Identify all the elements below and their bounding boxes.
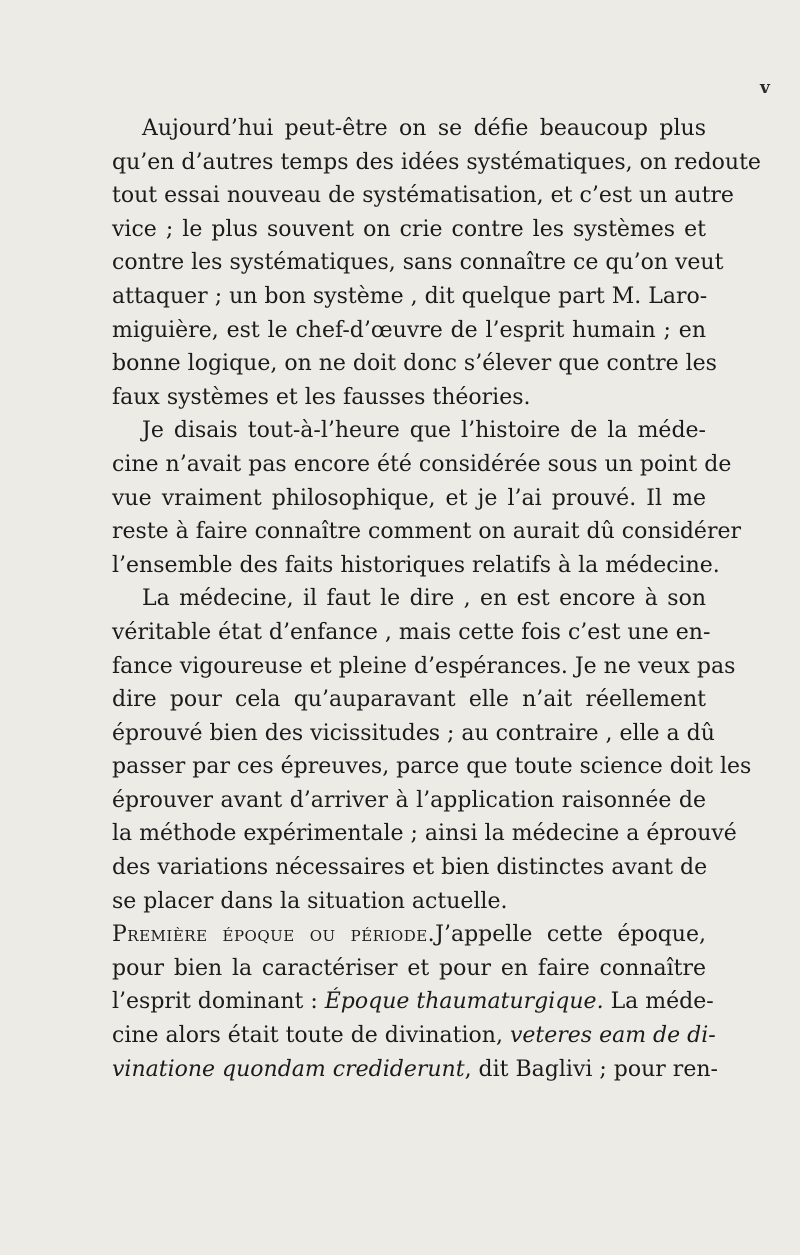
latin-quote: veteres eam de di-	[509, 1023, 716, 1049]
section-heading: Première époque ou période.	[112, 922, 436, 948]
text-line: des variations nécessaires et bien distinctes avant de	[112, 855, 708, 881]
text-line: faux systèmes et les fausses théories.	[112, 384, 531, 410]
body-text	[112, 112, 761, 1086]
text-line: miguière, est le chef-d’œuvre de l’esprit humain ; en	[112, 317, 706, 343]
text-line: bonne logique, on ne doit donc s’élever que contre les	[112, 351, 717, 377]
text-line: tout essai nouveau de systématisation, et c’est un autre	[112, 183, 734, 209]
text-line	[112, 985, 714, 1019]
text-line: passer par ces épreuves, parce que toute science doit les	[112, 754, 752, 780]
text-line: reste à faire connaître comment on aurait dû considérer	[112, 519, 742, 545]
text-line: dire pour cela qu’auparavant elle n’ait réellement	[112, 687, 706, 713]
heading-continuation: J’appelle cette époque,	[435, 922, 706, 948]
section-heading-line	[112, 918, 706, 952]
text-line	[112, 1053, 718, 1087]
text-line: l’ensemble des faits historiques relatifs à la médecine.	[112, 552, 720, 578]
text-line: Aujourd’hui peut-être on se défie beaucoup plus	[142, 116, 706, 141]
text-run: , dit Baglivi ; pour ren-	[464, 1056, 718, 1082]
latin-quote: vinatione quondam crediderunt	[112, 1056, 465, 1082]
text-line: vice ; le plus souvent on crie contre les systèmes et	[112, 216, 706, 242]
text-line: cine n’avait pas encore été considérée sous un point de	[112, 451, 732, 477]
text-line: contre les systématiques, sans connaître ce qu’on veut	[112, 250, 724, 276]
text-run: l’esprit dominant :	[112, 989, 325, 1015]
text-line: attaquer ; un bon système , dit quelque part M. Laro-	[112, 283, 708, 309]
text-line: pour bien la caractériser et pour en faire connaître	[112, 955, 706, 981]
text-line: Je disais tout-à-l’heure que l’histoire de la méde-	[142, 418, 706, 444]
text-line: fance vigoureuse et pleine d’espérances. Je ne veux pas	[112, 653, 736, 679]
text-line	[112, 1019, 716, 1053]
text-line: éprouvé bien des vicissitudes ; au contraire , elle a dû	[112, 720, 715, 746]
text-line: éprouver avant d’arriver à l’application raisonnée de	[112, 787, 706, 813]
signature-mark: v	[760, 78, 770, 98]
text-line: La médecine, il faut le dire , en est encore à son	[142, 586, 706, 612]
text-line: véritable état d’enfance , mais cette fois c’est une en-	[112, 619, 711, 645]
text-line: qu’en d’autres temps des idées systématiques, on redoute	[112, 149, 761, 175]
text-line: la méthode expérimentale ; ainsi la médecine a éprouvé	[112, 821, 737, 847]
text-run: cine alors était toute de divination,	[112, 1023, 510, 1049]
italic-term: Époque thaumaturgique.	[324, 989, 604, 1015]
text-run: La méde-	[603, 989, 714, 1015]
text-line: vue vraiment philosophique, et je l’ai prouvé. Il me	[112, 485, 706, 511]
text-line: se placer dans la situation actuelle.	[112, 888, 508, 914]
